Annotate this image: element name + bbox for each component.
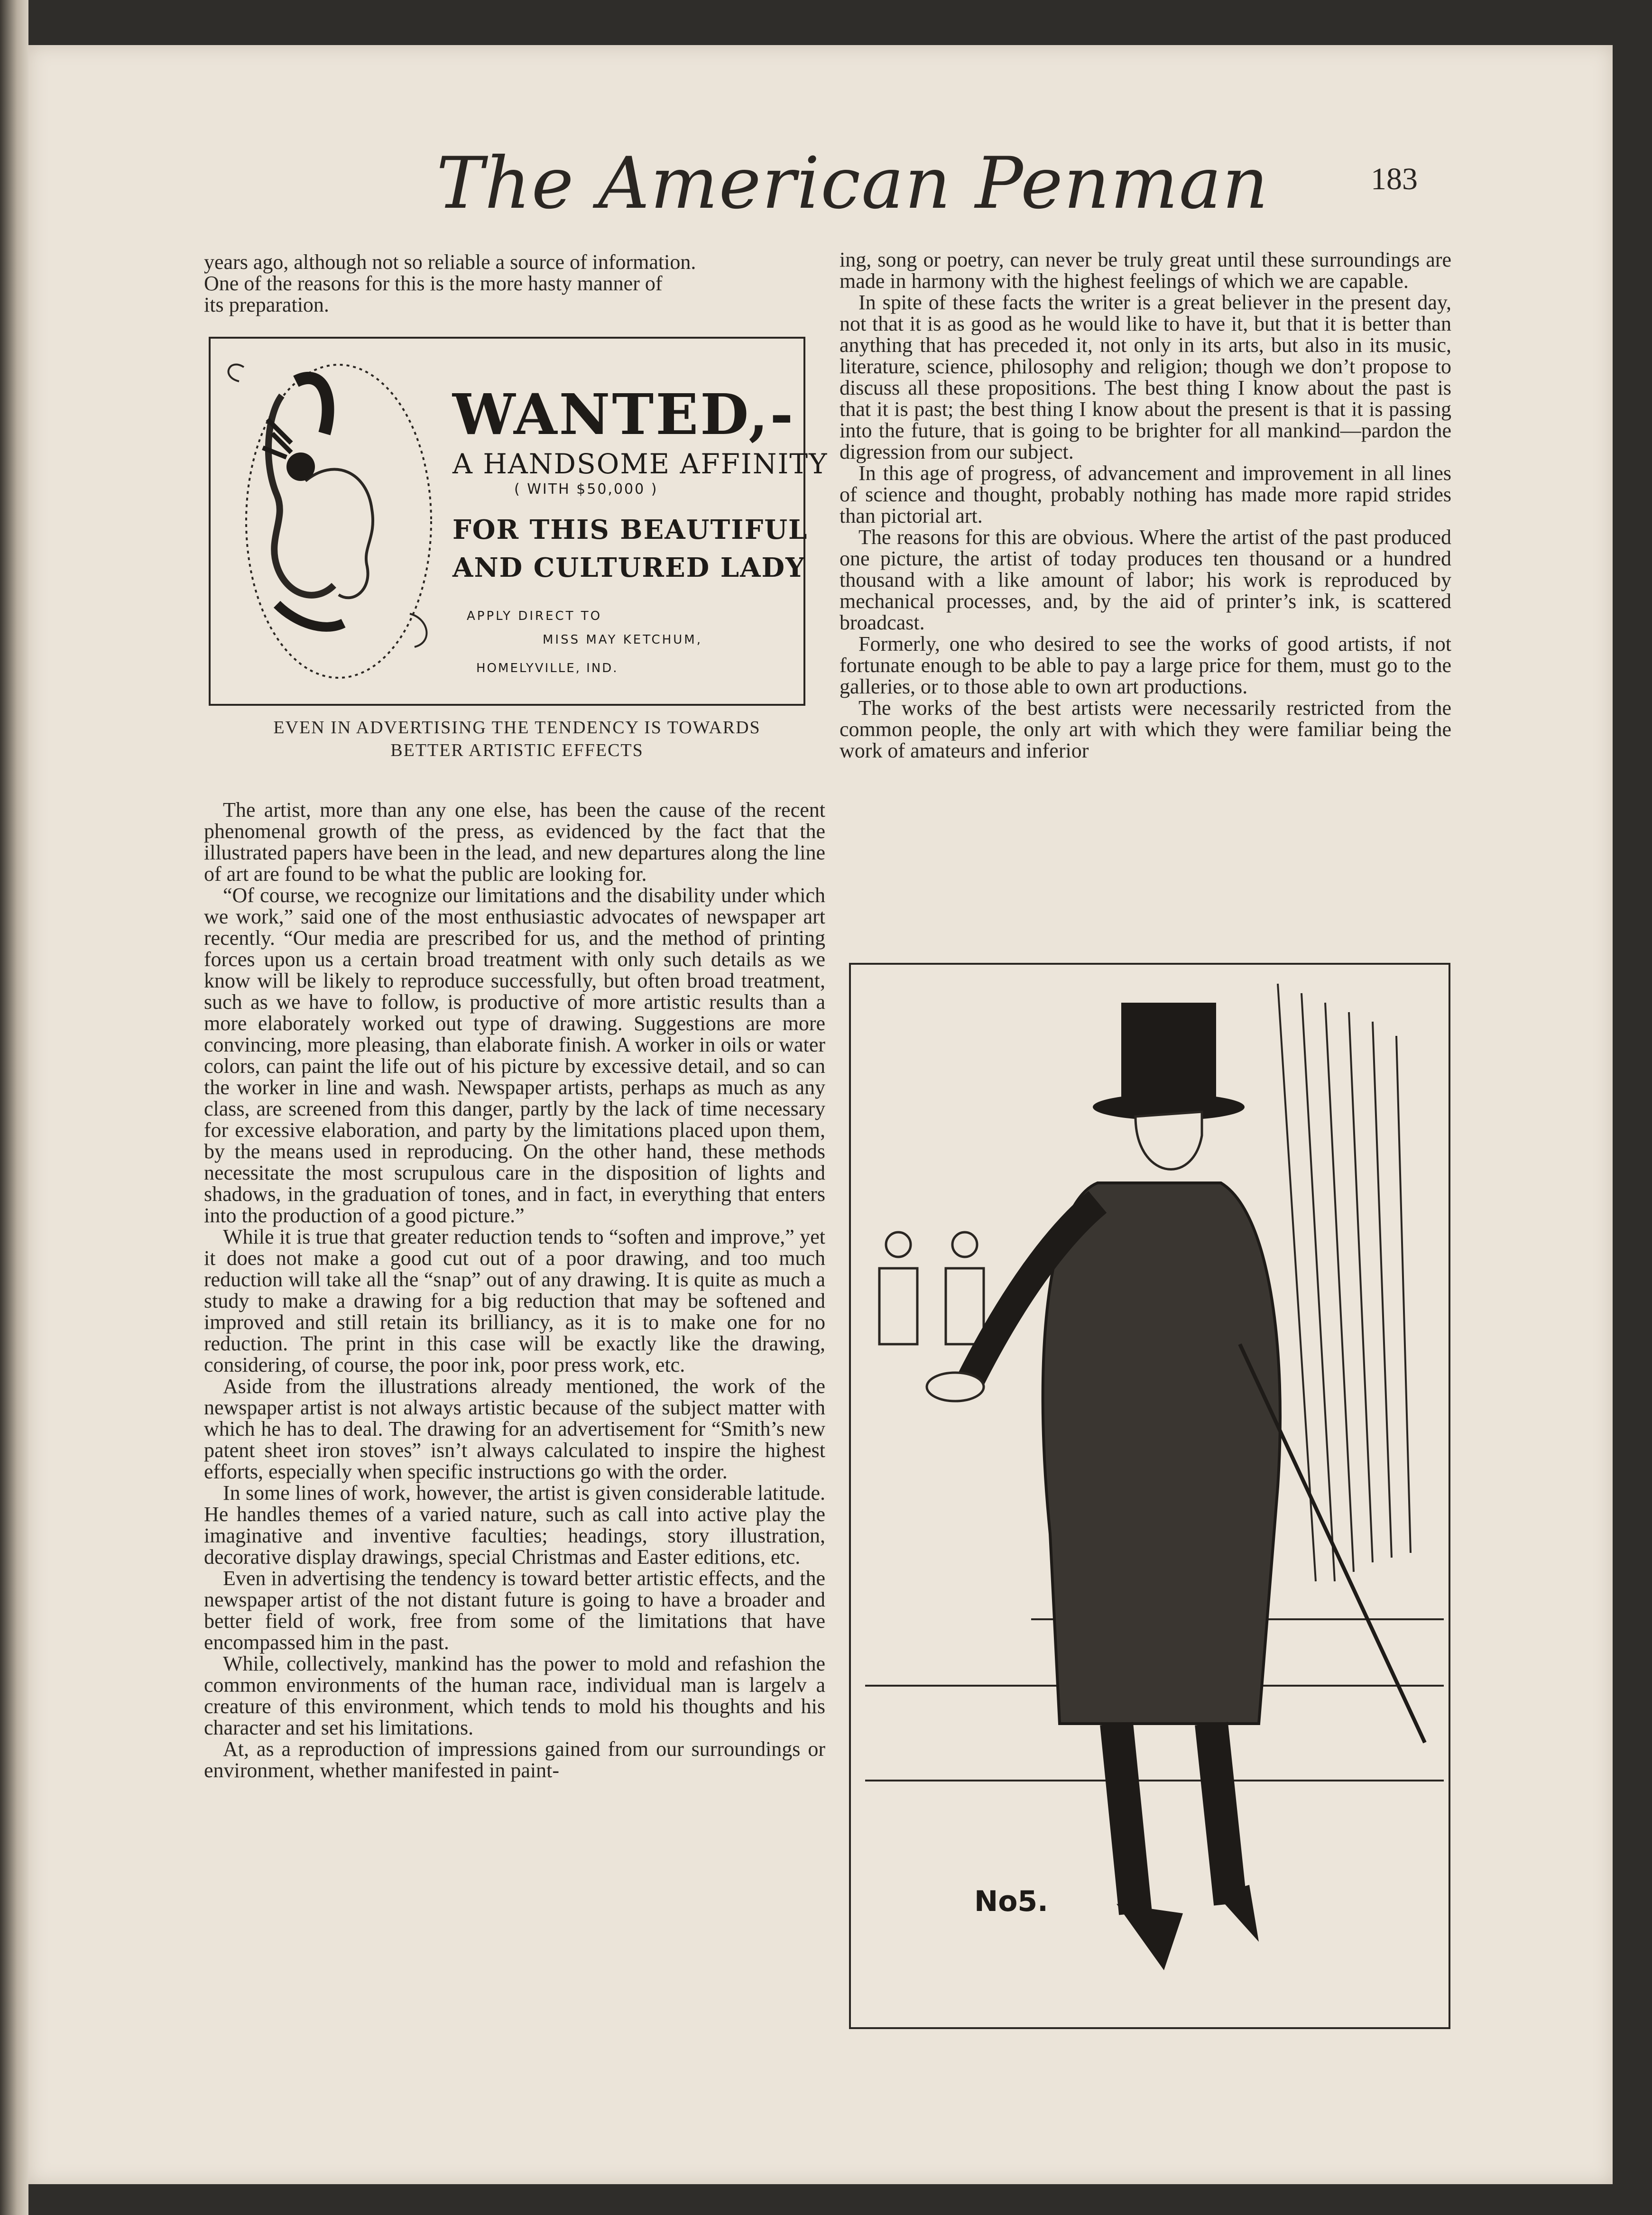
caption-line: EVEN IN ADVERTISING THE TENDENCY IS TOWARDS [273, 718, 761, 738]
ad-caption [209, 716, 825, 762]
gentleman-illustration [849, 963, 1450, 2029]
page-number: 183 [1371, 162, 1418, 196]
intro-line: its preparation. [204, 293, 329, 316]
paragraph: Even in advertising the tendency is toward better artistic effects, and the newspaper artist of the not distant future is going to have a broader and better field of work, free from some of the limitations that have encompassed him in the past. [204, 1567, 825, 1654]
ad-line-affinity: A HANDSOME AFFINITY [452, 448, 828, 480]
paragraph: In spite of these facts the writer is a great believer in the present day, not that it is as good as he would like to have it, but that it is better than anything that has preceded it, not only in its arts, but also in its music, literature, science, philosophy and religion; though we don’t propose to discuss all these propositions. The best thing I know about the past is that it is past; the best thing I know about the present is that it is passing into the future, that is going to be brighter for all mankind—pardon the digression from our subject. [840, 291, 1451, 463]
paragraph: Aside from the illustrations already mentioned, the work of the newspaper artist is not always artistic because of the subject matter with which he has to deal. The drawing for an advertisement for “Smith’s new patent sheet iron stoves” isn’t always calculated to inspire the highest efforts, especially when specific instructions go with the order. [204, 1375, 825, 1483]
paragraph: Formerly, one who desired to see the works of good artists, if not fortunate enough to be able to pay a large price for them, must go to the galleries, or to those able to own art productions. [840, 632, 1451, 698]
ad-line-address: HOMELYVILLE, IND. [476, 661, 618, 675]
left-column-text [204, 799, 825, 1781]
top-hat-gentleman-drawing [851, 965, 1449, 2027]
ad-line-amount: ( WITH $50,000 ) [514, 481, 658, 498]
paragraph: The artist, more than any one else, has been the cause of the recent phenomenal growth of the press, as evidenced by the fact that the illustrated papers have been in the lead, and new departures along the line of art are found to be what the public are looking for. [204, 798, 825, 886]
intro-line: years ago, although not so reliable a source of information. [204, 250, 696, 274]
paragraph: In this age of progress, of advancement and improvement in all lines of science and thought, probably nothing has made more rapid strides than pictorial art. [840, 461, 1451, 527]
paragraph: The reasons for this are obvious. Where the artist of the past produced one picture, the artist of today produces ten thousand or a hundred thousand with a like amount of labor; his work is reproduced by mechanical processes, and, by the aid of printer’s ink, is scattered broadcast. [840, 526, 1451, 634]
ad-headline: WANTED,- [452, 381, 795, 447]
ad-line-apply: APPLY DIRECT TO [467, 609, 602, 623]
paragraph: “Of course, we recognize our limitations and the disability under which we work,” said one of the most enthusiastic advocates of newspaper art recently. “Our media are prescribed for us, and the method of printing forces upon us a certain broad treatment with only such details as we know will be likely to reproduce successfully, but often broad treatment, such as we have to follow, is productive of more artistic results than a more elaborately worked out type of drawing. Suggestions are more convincing, more pleasing, than elaborate finish. A worker in oils or water colors, can paint the life out of his picture by excessive detail, and so can the worker in line and wash. Newspaper artists, perhaps as much as any class, are screened from this danger, partly by the lack of time necessary for excessive elaboration, and party by the limitations placed upon them, by the means used in reproducing. On the other hand, these methods necessitate the most scrupulous care in the disposition of lights and shadows, in the graduation of tones, and in fact, in everything that enters into the production of a good picture.” [204, 884, 825, 1227]
paragraph: The works of the best artists were necessarily restricted from the common people, the only art with which they were familiar being the work of amateurs and inferior [840, 696, 1451, 762]
ad-line-cultured: AND CULTURED LADY [452, 552, 806, 583]
caption-line: BETTER ARTISTIC EFFECTS [390, 740, 644, 760]
intro-line: One of the reasons for this is the more hasty manner of [204, 272, 663, 295]
masthead-title: The American Penman [436, 142, 1269, 225]
book-spine [0, 0, 28, 2215]
paragraph: While it is true that greater reduction tends to “soften and improve,” yet it does not make a good cut out of a poor drawing, and too much reduction will take all the “snap” out of any drawing. It is quite as much a study to make a drawing for a big reduction that may be softened and improved and still retain its brilliancy, as it is to make one for no reduction. The print in this case will be exactly like the drawing, considering, of course, the poor ink, poor press work, etc. [204, 1225, 825, 1376]
ad-line-beautiful: FOR THIS BEAUTIFUL [452, 514, 808, 545]
right-column-text [840, 249, 1451, 761]
paragraph: At, as a reproduction of impressions gained from our surroundings or environment, whether manifested in paint- [204, 1737, 825, 1782]
advertisement-illustration [209, 337, 828, 706]
paragraph: In some lines of work, however, the artist is given considerable latitude. He handles themes of a varied nature, such as call into active play the imaginative and inventive faculties; headings, story illustration, decorative display drawings, special Christmas and Easter editions, etc. [204, 1481, 825, 1569]
illustration-label: No5. [974, 1885, 1048, 1918]
left-intro [204, 251, 825, 315]
ad-line-name: MISS MAY KETCHUM, [543, 633, 702, 647]
paragraph: ing, song or poetry, can never be truly great until these surroundings are made in harmony with the highest feelings of which we are capable. [840, 248, 1451, 293]
paragraph: While, collectively, mankind has the power to mold and refashion the common environments of the human race, individual man is largelv a creature of this environment, which tends to mold his thoughts and his character and set his limitations. [204, 1652, 825, 1739]
